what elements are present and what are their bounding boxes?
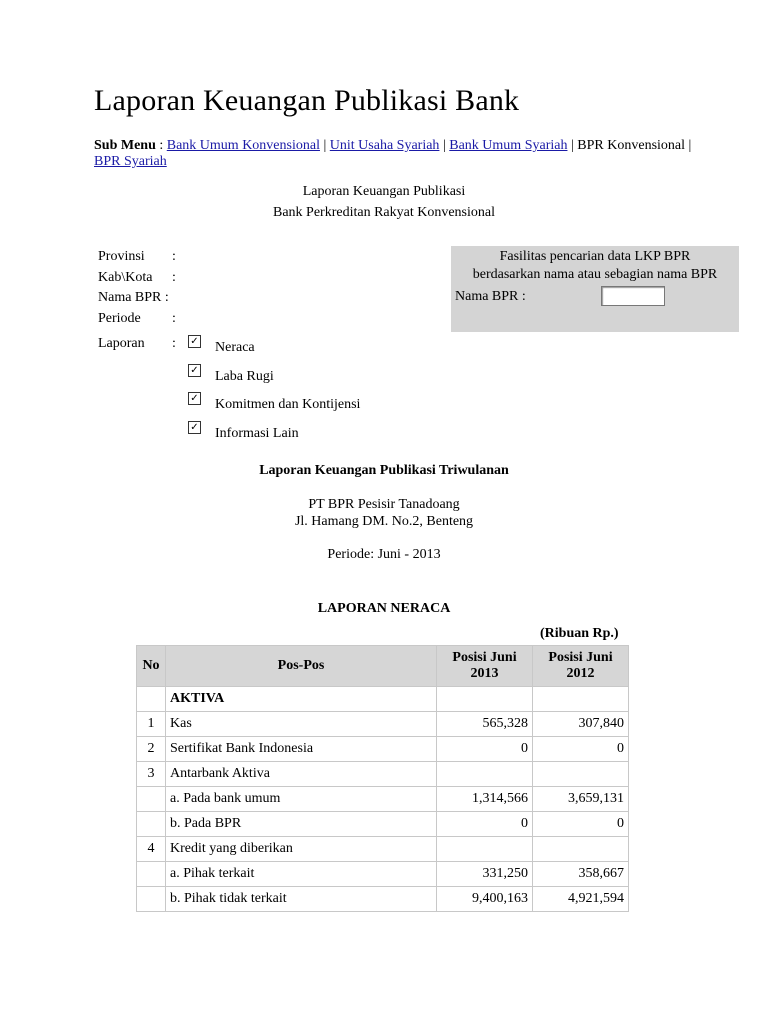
- bpr-konvensional-current: BPR Konvensional: [577, 138, 686, 153]
- table-row: [137, 762, 629, 787]
- cell-pos: b. Pihak tidak terkait: [166, 887, 437, 912]
- search-panel-line2: berdasarkan nama atau sebagian nama BPR: [472, 267, 718, 282]
- checkbox-komitmen-kontijensi-label: Komitmen dan Kontijensi: [215, 397, 361, 412]
- table-row: [137, 687, 629, 712]
- table-row: [137, 812, 629, 837]
- cell-pos: a. Pada bank umum: [166, 787, 437, 812]
- sub-menu-divider: |: [685, 138, 692, 153]
- link-bank-umum-konvensional[interactable]: Bank Umum Konvensional: [166, 138, 320, 153]
- nama-bpr-search-input[interactable]: [601, 286, 665, 306]
- cell-pos: Antarbank Aktiva: [166, 762, 437, 787]
- sub-menu-label: Sub Menu: [94, 138, 156, 153]
- link-unit-usaha-syariah[interactable]: Unit Usaha Syariah: [329, 138, 440, 153]
- cell-value-2013: 9,400,163: [437, 887, 533, 912]
- periode-colon: :: [172, 311, 176, 326]
- report-header-line1: Laporan Keuangan Publikasi: [302, 184, 466, 199]
- neraca-unit: (Ribuan Rp.): [540, 626, 619, 641]
- bank-address: Jl. Hamang DM. No.2, Benteng: [294, 514, 474, 529]
- table-row: [137, 737, 629, 762]
- report-header-line2: Bank Perkreditan Rakyat Konvensional: [272, 205, 495, 220]
- cell-value-2012: 307,840: [533, 712, 629, 737]
- cell-no: [137, 687, 166, 712]
- kabkota-label: Kab\Kota: [98, 270, 153, 285]
- header-pos-pos: Pos-Pos: [166, 646, 437, 687]
- nama-bpr-label: Nama BPR :: [98, 290, 169, 305]
- table-header-row: [137, 646, 629, 687]
- table-row: [137, 837, 629, 862]
- checkbox-laba-rugi-label: Laba Rugi: [215, 369, 274, 384]
- cell-no: 2: [137, 737, 166, 762]
- provinsi-label: Provinsi: [98, 249, 145, 264]
- sub-menu-divider: |: [439, 138, 450, 153]
- checkbox-laba-rugi[interactable]: ✓: [188, 364, 201, 377]
- bank-name: PT BPR Pesisir Tanadoang: [308, 497, 460, 512]
- cell-value-2013: [437, 837, 533, 862]
- cell-value-2013: 565,328: [437, 712, 533, 737]
- checkbox-neraca[interactable]: ✓: [188, 335, 201, 348]
- checkbox-informasi-lain-label: Informasi Lain: [215, 426, 299, 441]
- cell-no: 4: [137, 837, 166, 862]
- cell-value-2012: [533, 687, 629, 712]
- link-bpr-syariah[interactable]: BPR Syariah: [94, 154, 167, 169]
- cell-value-2013: [437, 762, 533, 787]
- page-title: Laporan Keuangan Publikasi Bank: [94, 84, 520, 117]
- search-nama-bpr-label: Nama BPR :: [455, 289, 526, 304]
- cell-value-2012: 4,921,594: [533, 887, 629, 912]
- table-row: [137, 862, 629, 887]
- table-row: [137, 887, 629, 912]
- cell-pos: Sertifikat Bank Indonesia: [166, 737, 437, 762]
- cell-value-2013: 331,250: [437, 862, 533, 887]
- cell-no: [137, 812, 166, 837]
- cell-no: [137, 787, 166, 812]
- cell-pos: Kas: [166, 712, 437, 737]
- sub-menu-colon: :: [155, 138, 167, 153]
- cell-no: [137, 887, 166, 912]
- quarterly-title: Laporan Keuangan Publikasi Triwulanan: [259, 463, 509, 478]
- cell-value-2012: [533, 762, 629, 787]
- cell-pos: b. Pada BPR: [166, 812, 437, 837]
- laporan-colon: :: [172, 336, 176, 351]
- cell-value-2012: [533, 837, 629, 862]
- cell-no: 1: [137, 712, 166, 737]
- cell-value-2013: 0: [437, 737, 533, 762]
- provinsi-colon: :: [172, 249, 176, 264]
- laporan-label: Laporan: [98, 336, 145, 351]
- sub-menu: [94, 138, 694, 170]
- neraca-table: [136, 645, 629, 912]
- sub-menu-divider: |: [567, 138, 578, 153]
- header-posisi-2012: Posisi Juni 2012: [533, 646, 629, 687]
- search-panel: [451, 246, 739, 332]
- table-row: [137, 712, 629, 737]
- cell-value-2012: 3,659,131: [533, 787, 629, 812]
- sub-menu-divider: |: [319, 138, 330, 153]
- cell-value-2013: 1,314,566: [437, 787, 533, 812]
- periode-label: Periode: [98, 311, 141, 326]
- cell-pos: AKTIVA: [166, 687, 437, 712]
- neraca-title: LAPORAN NERACA: [317, 601, 451, 616]
- header-posisi-2013: Posisi Juni 2013: [437, 646, 533, 687]
- cell-value-2012: 358,667: [533, 862, 629, 887]
- cell-no: 3: [137, 762, 166, 787]
- checkbox-informasi-lain[interactable]: ✓: [188, 421, 201, 434]
- cell-value-2013: 0: [437, 812, 533, 837]
- link-bank-umum-syariah[interactable]: Bank Umum Syariah: [449, 138, 568, 153]
- checkbox-neraca-label: Neraca: [215, 340, 255, 355]
- cell-value-2012: 0: [533, 737, 629, 762]
- cell-pos: Kredit yang diberikan: [166, 837, 437, 862]
- cell-value-2012: 0: [533, 812, 629, 837]
- cell-pos: a. Pihak terkait: [166, 862, 437, 887]
- search-panel-line1: Fasilitas pencarian data LKP BPR: [499, 249, 691, 264]
- report-period: Periode: Juni - 2013: [327, 547, 441, 562]
- checkbox-komitmen-kontijensi[interactable]: ✓: [188, 392, 201, 405]
- header-no: No: [137, 646, 166, 687]
- table-row: [137, 787, 629, 812]
- kabkota-colon: :: [172, 270, 176, 285]
- cell-value-2013: [437, 687, 533, 712]
- cell-no: [137, 862, 166, 887]
